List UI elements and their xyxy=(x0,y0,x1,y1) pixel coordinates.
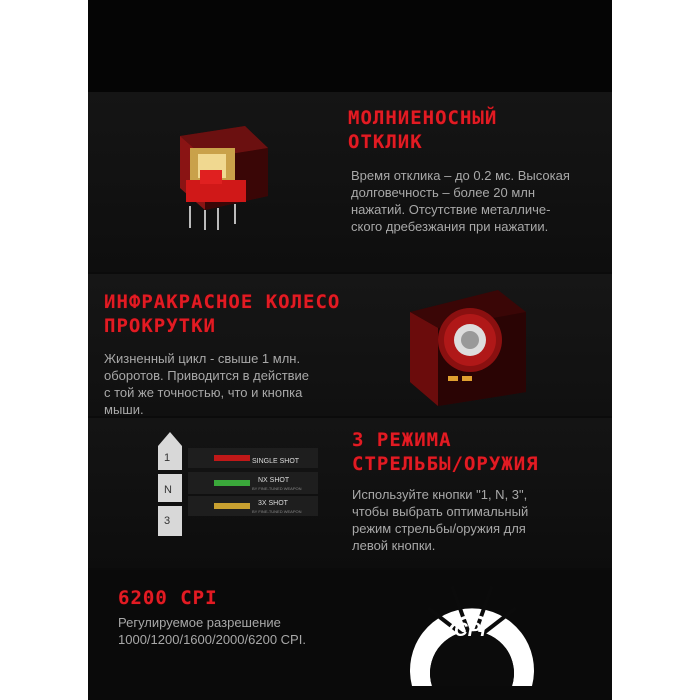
mode-sublabel-nx: BY FINE-TUNED WEAPON xyxy=(252,486,302,491)
cpi-dial-label: CPI xyxy=(454,620,486,641)
mode-label-3x: 3X SHOT xyxy=(258,500,288,507)
section-fire-modes-title: 3 РЕЖИМА СТРЕЛЬБЫ/ОРУЖИЯ xyxy=(352,429,539,475)
section-cpi-description: Регулируемое разрешение 1000/1200/1600/2000/6200 CPI. xyxy=(118,615,306,647)
mode-key-n: N xyxy=(164,484,172,496)
mode-sublabel-3x: BY FINE-TUNED WEAPON xyxy=(252,509,302,514)
mode-key-1: 1 xyxy=(164,452,171,464)
section-response-description: Время отклика – до 0.2 мс. Высокая долговечность – более 20 млн нажатий. Отсутствие металличе- ского дребезжания при нажатии. xyxy=(351,168,570,234)
section-response-title: МОЛНИЕНОСНЫЙ ОТКЛИК xyxy=(348,107,498,153)
section-fire-modes-description: Используйте кнопки "1, N, 3", чтобы выбрать оптимальный режим стрельбы/оружия для левой кнопки. xyxy=(352,487,529,553)
section-cpi-title: 6200 CPI xyxy=(118,587,218,609)
top-band xyxy=(88,0,612,92)
mode-label-single: SINGLE SHOT xyxy=(252,458,300,465)
mode-label-nx: NX SHOT xyxy=(258,477,290,484)
scroll-wheel-icon xyxy=(398,282,538,410)
switch-icon xyxy=(150,118,280,238)
mode-key-3: 3 xyxy=(164,515,171,527)
section-scroll-title: ИНФРАКРАСНОЕ КОЛЕСО ПРОКРУТКИ xyxy=(104,291,341,337)
section-scroll-description: Жизненный цикл - свыше 1 млн. оборотов. Приводится в действие с той же точностью, что и кнопка мыши. xyxy=(104,351,310,417)
